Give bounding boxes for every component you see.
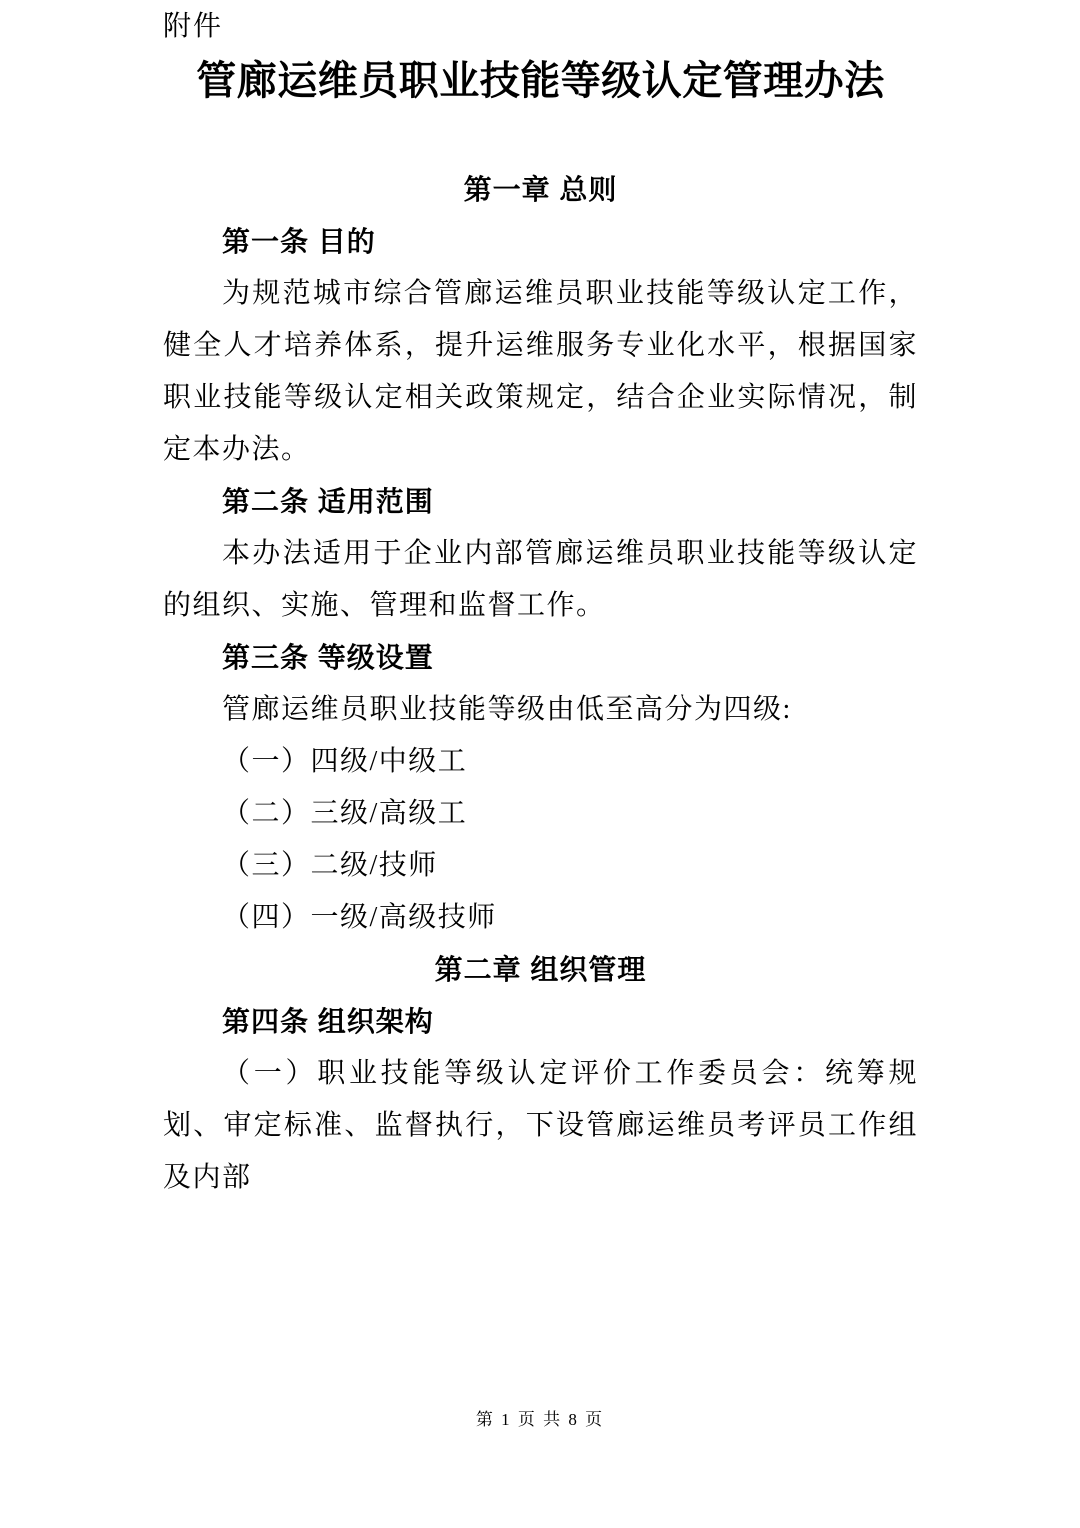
level-item-4: （四）一级/高级技师 xyxy=(222,902,497,933)
article-2-heading: 第二条 适用范围 xyxy=(222,486,434,517)
article-3-heading: 第三条 等级设置 xyxy=(222,642,434,673)
article-2-paragraph: 本办法适用于企业内部管廊运维员职业技能等级认定的组织、实施、管理和监督工作。 xyxy=(163,538,918,621)
level-item-3: （三）二级/技师 xyxy=(222,850,438,881)
attachment-label: 附件 xyxy=(163,10,224,41)
article-3-paragraph: 管廊运维员职业技能等级由低至高分为四级: xyxy=(222,694,792,725)
article-4-heading: 第四条 组织架构 xyxy=(222,1006,434,1037)
document-content xyxy=(163,0,918,1204)
level-item-2: （二）三级/高级工 xyxy=(222,798,468,829)
article-1-paragraph: 为规范城市综合管廊运维员职业技能等级认定工作，健全人才培养体系，提升运维服务专业化水平，根据国家职业技能等级认定相关政策规定，结合企业实际情况，制定本办法。 xyxy=(163,278,918,465)
article-4-paragraph: （一）职业技能等级认定评价工作委员会：统筹规划、审定标准、监督执行，下设管廊运维员考评员工作组及内部 xyxy=(163,1058,918,1193)
chapter-2-heading: 第二章 组织管理 xyxy=(434,954,647,985)
article-1-heading: 第一条 目的 xyxy=(222,226,376,257)
page-number-footer: 第 1 页 共 8 页 xyxy=(475,1410,605,1429)
chapter-1-heading: 第一章 总则 xyxy=(463,174,618,205)
level-item-1: （一）四级/中级工 xyxy=(222,746,468,777)
document-title: 管廊运维员职业技能等级认定管理办法 xyxy=(196,58,885,103)
